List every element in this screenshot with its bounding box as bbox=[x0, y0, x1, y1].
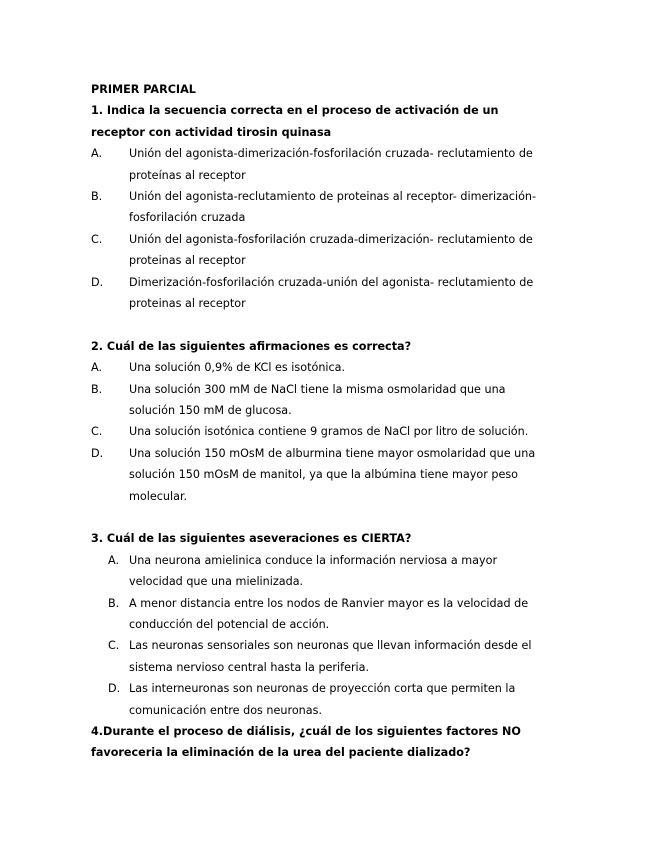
option-letter: B. bbox=[108, 596, 120, 610]
option-letter: C. bbox=[108, 639, 120, 653]
document-page bbox=[91, 79, 571, 764]
option-text-line: A menor distancia entre los nodos de Ranvier mayor es la velocidad de bbox=[129, 596, 529, 610]
question-3-option-b bbox=[91, 593, 571, 636]
option-text-line: Dimerización-fosforilación cruzada-unión del agonista- reclutamiento de bbox=[129, 275, 534, 289]
option-text-line: Una solución 0,9% de KCl es isotónica. bbox=[129, 361, 346, 375]
option-text-line: fosforilación cruzada bbox=[129, 211, 246, 225]
question-2-option-b bbox=[91, 379, 571, 422]
spacer bbox=[91, 507, 571, 528]
spacer bbox=[91, 314, 571, 335]
question-1-option-d bbox=[91, 272, 571, 315]
question-1-title-line-2: receptor con actividad tirosin quinasa bbox=[91, 125, 332, 139]
question-2-option-d bbox=[91, 443, 571, 507]
option-text-line: Una neurona amielinica conduce la información nerviosa a mayor bbox=[129, 553, 498, 567]
question-3-title: 3. Cuál de las siguientes aseveraciones es CIERTA? bbox=[91, 532, 412, 546]
question-3-option-d bbox=[91, 678, 571, 721]
question-1-option-c bbox=[91, 229, 571, 272]
option-letter: D. bbox=[108, 682, 121, 696]
question-2-title: 2. Cuál de las siguientes afirmaciones es correcta? bbox=[91, 339, 412, 353]
question-1-option-a bbox=[91, 143, 571, 186]
option-letter: A. bbox=[91, 361, 103, 375]
question-4-title-line-1: 4.Durante el proceso de diálisis, ¿cuál de los siguientes factores NO bbox=[91, 725, 521, 739]
option-text-line: sistema nervioso central hasta la periferia. bbox=[129, 660, 370, 674]
option-letter: C. bbox=[91, 425, 103, 439]
option-text-line: velocidad que una mielinizada. bbox=[129, 575, 304, 589]
question-4 bbox=[91, 721, 571, 764]
option-letter: A. bbox=[108, 553, 120, 567]
option-text-line: Una solución 150 mOsM de alburmina tiene mayor osmolaridad que una bbox=[129, 446, 536, 460]
question-2-option-a bbox=[91, 357, 571, 378]
option-text-line: Unión del agonista-fosforilación cruzada-dimerización- reclutamiento de bbox=[129, 232, 533, 246]
option-text-line: comunicación entre dos neuronas. bbox=[129, 703, 323, 717]
option-text-line: Unión del agonista-dimerización-fosforilación cruzada- reclutamiento de bbox=[129, 147, 533, 161]
option-text-line: Unión del agonista-reclutamiento de proteinas al receptor- dimerización- bbox=[129, 189, 537, 203]
question-1-title-line-1: 1. Indica la secuencia correcta en el proceso de activación de un bbox=[91, 104, 499, 118]
option-letter: B. bbox=[91, 189, 103, 203]
option-text-line: Una solución isotónica contiene 9 gramos de NaCl por litro de solución. bbox=[129, 425, 529, 439]
option-letter: C. bbox=[91, 232, 103, 246]
question-2 bbox=[91, 336, 571, 507]
question-1 bbox=[91, 100, 571, 314]
question-3-option-a bbox=[91, 550, 571, 593]
option-text-line: Las neuronas sensoriales son neuronas que llevan información desde el bbox=[129, 639, 532, 653]
option-letter: D. bbox=[91, 446, 104, 460]
option-text-line: Las interneuronas son neuronas de proyección corta que permiten la bbox=[129, 682, 516, 696]
option-text-line: conducción del potencial de acción. bbox=[129, 618, 330, 632]
question-3 bbox=[91, 528, 571, 721]
option-text-line: Una solución 300 mM de NaCl tiene la misma osmolaridad que una bbox=[129, 382, 506, 396]
option-text-line: proteinas al receptor bbox=[129, 297, 246, 311]
exam-header: PRIMER PARCIAL bbox=[91, 83, 196, 96]
question-3-option-c bbox=[91, 635, 571, 678]
option-letter: B. bbox=[91, 382, 103, 396]
question-1-option-b bbox=[91, 186, 571, 229]
option-text-line: solución 150 mOsM de manitol, ya que la albúmina tiene mayor peso bbox=[129, 468, 519, 482]
option-text-line: molecular. bbox=[129, 489, 188, 503]
option-text-line: proteínas al receptor bbox=[129, 168, 246, 182]
question-4-title-line-2: favoreceria la eliminación de la urea del paciente dializado? bbox=[91, 746, 471, 760]
option-letter: D. bbox=[91, 275, 104, 289]
option-text-line: proteinas al receptor bbox=[129, 254, 246, 268]
question-2-option-c bbox=[91, 421, 571, 442]
option-letter: A. bbox=[91, 147, 103, 161]
option-text-line: solución 150 mM de glucosa. bbox=[129, 404, 292, 418]
